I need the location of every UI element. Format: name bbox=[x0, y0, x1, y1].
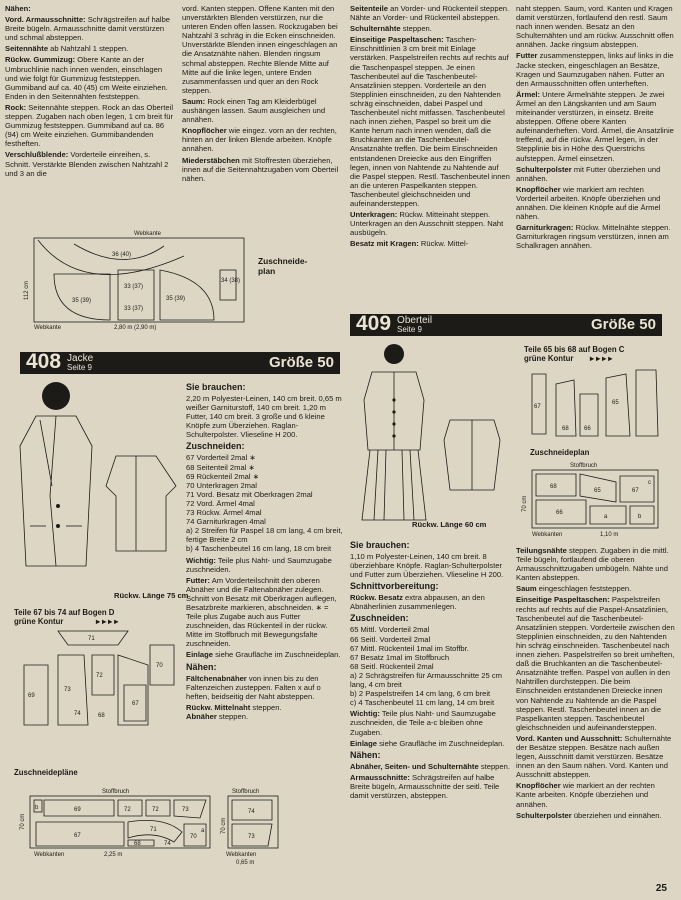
svg-text:34 (38): 34 (38) bbox=[221, 278, 241, 284]
svg-text:71: 71 bbox=[88, 636, 95, 642]
svg-text:68: 68 bbox=[134, 841, 141, 847]
model-408-contour-marker: ▸ ▸ ▸ ▸ bbox=[96, 617, 119, 626]
model-409-banner bbox=[350, 314, 662, 336]
svg-text:0,65 m: 0,65 m bbox=[236, 860, 255, 866]
column-2-text: vord. Kanten steppen. Offene Kanten mit den unverstärkten Blenden verstürzen, nur die unteren Enden offen lassen. Rockzugaben bei Nahtzahl 3 schräg in die Ecken einschneiden. Unverstärkte Blenden innen eingeschlagen an die Ansatznähte nähen. Blenden ringsum schmal absteppen. Rechte Blende Mitte auf Mitte auf die linke legen, untere Enden zusammenfassen und quer an den Rock steppen. Saum: Rock einen Tag am Kleiderbügel aushängen lassen. Saum ausgleichen und annähen. Knopflöcher wie eingez. vorn an der rechten, hinten an der linken Blende arbeiten. Knöpfe annähen. Miederstäbchen mit Stoffresten überziehen, innen auf die Seitennahtzugaben vom Oberteil nähen. bbox=[182, 4, 339, 183]
svg-text:71: 71 bbox=[150, 827, 157, 833]
model-409-size: Größe 50 bbox=[590, 316, 656, 333]
plan-top-width-label: 112 cm bbox=[24, 280, 30, 300]
svg-text:67: 67 bbox=[632, 488, 639, 494]
model-409-page: Seite 9 bbox=[397, 325, 422, 334]
column-1-text: Nähen: Vord. Armausschnitte: Schrägstreifen auf halbe Breite bügeln. Armausschnitte damit verstürzen und schmal absteppen. Seitennähte ab Nahtzahl 1 steppen. Rückw. Gummizug: Obere Kante an der Umbruchlinie nach innen wenden, einschlagen und wie folgt für Gummizug feststeppen. Gummiband auf ca. 40 (45) cm Weite einziehen. Enden in den Seitennähten feststeppen. Rock: Seitennähte steppen. Rock an das Oberteil steppen. Zugaben nach oben legen, 1 cm breit für Gummizug feststeppen. Gummiband auf ca. 86 (94) cm Weite einziehen. Gummibandenden festheften. Verschlußblende: Vorderteile einreihen, s. Schnitt. Verstärkte Blenden zwischen Nahtzahl 2 und 3 an die bbox=[5, 4, 174, 178]
svg-text:68: 68 bbox=[98, 713, 105, 719]
svg-text:73: 73 bbox=[64, 687, 71, 693]
svg-text:65: 65 bbox=[594, 488, 601, 494]
svg-text:67: 67 bbox=[74, 833, 81, 839]
svg-text:73: 73 bbox=[248, 834, 255, 840]
svg-text:Webkanten: Webkanten bbox=[532, 532, 563, 538]
svg-text:b: b bbox=[35, 805, 39, 811]
model-408-parts-heading: Teile 67 bis 74 auf Bogen D grüne Kontur bbox=[14, 608, 115, 626]
svg-text:66: 66 bbox=[556, 510, 563, 516]
column-4-lower-text: Teilungsnähte steppen. Zugaben in die mittl. Teile bügeln, fortlaufend die oberen Armausschnittzugaben umbügeln. Nähte und Kanten absteppen. Saum eingeschlagen feststeppen. Einseitige Paspeltaschen: Paspelstreifen rechts auf rechts auf die Paspel-Ansatzlinien, Taschenbeutel auf die Taschenbeutel-Ansatzlinien steppen. Vorderteile zwischen den Stepplinien einschneiden, zu den Nahtenden hin schräg einschneiden. Taschenbeutel nach innen ziehen. Paspelstreifen so breit umheften, daß die Bruchkanten an die Taschenbeutel-Ansatznähte treffen. Paspel von außen in den Nahtrillen durchsteppen. Die beim Einschneiden entstandenen Dreiecke innen von Nahtende zu Nahtende an die Paspel steppen. Restl. Taschenbeutel innen an die Paspelkanten steppen. Taschenbeutel gleichschneiden und aufeinandersteppen. Vord. Kanten und Ausschnitt: Schulternähte der Besätze steppen. Besätze nach außen legen, Ausschnitt damit verstürzen. Besätze innen an den Saum nähen. Vord. Kanten und Ausschnitt absteppen. Knopflöcher wie markiert an der rechten Kante arbeiten. Knöpfe überziehen und annähen. Schulterpolster überziehen und einnähen. bbox=[516, 546, 675, 820]
svg-text:b: b bbox=[638, 514, 642, 520]
svg-text:35 (39): 35 (39) bbox=[72, 298, 92, 304]
svg-text:Stoffbruch: Stoffbruch bbox=[570, 463, 598, 469]
model-409-number: 409 bbox=[356, 312, 392, 335]
svg-text:Webkanten: Webkanten bbox=[226, 852, 257, 858]
svg-text:69: 69 bbox=[74, 807, 81, 813]
cutting-plan-top bbox=[14, 230, 264, 330]
model-408-cutting-plan-1 bbox=[14, 786, 214, 858]
svg-text:73: 73 bbox=[182, 807, 189, 813]
model-408-size: Größe 50 bbox=[268, 354, 334, 371]
svg-text:65: 65 bbox=[612, 400, 619, 406]
svg-text:68: 68 bbox=[550, 484, 557, 490]
svg-text:70 cm: 70 cm bbox=[522, 495, 528, 512]
column-4-text: naht steppen. Saum, vord. Kanten und Kragen damit verstürzen, fortlaufend den restl. Saum nach innen wenden. Besatz an den Schulternähten und am rückw. Ausschnitt offen annähen. Jacke ringsum absteppen. Futter zusammensteppen, links auf links in die Jacke stecken, eingeschlagen an Besätze, Kragen und Saumzugaben nähen. Futter an den Armausschnitten offen unterheften. Ärmel: Untere Ärmelnähte steppen. Je zwei Ärmel an den Längskanten und am Saum miteinander verstürzen, in einsetz. Breite absteppen. Offene obere Kanten aufeinanderheften. Vord. Ärmel, die Ansatzlinie treffend, auf die rückw. Ärmel legen, in der Stepplinie bis in Höhe des Querstrichs aufsteppen. Ärmel einsetzen. Schulterpolster mit Futter überziehen und annähen. Knopflöcher wie markiert am rechten Vorderteil arbeiten. Knöpfe überziehen und annähen. Die kleinen Knöpfe auf die Ärmel nähen. Garniturkragen: Rückw. Mittelnähte steppen. Garniturkragen ringsum verstürzen, innen am Schalkragen annähen. bbox=[516, 4, 674, 251]
model-409-pattern-pieces bbox=[526, 364, 666, 444]
model-408-pattern-pieces bbox=[18, 625, 178, 735]
page-number: 25 bbox=[655, 883, 667, 894]
model-408-number: 408 bbox=[26, 350, 62, 373]
svg-text:35 (39): 35 (39) bbox=[166, 296, 186, 302]
svg-text:70 cm: 70 cm bbox=[221, 817, 227, 834]
svg-text:36 (40): 36 (40) bbox=[112, 252, 132, 258]
svg-text:Stoffbruch: Stoffbruch bbox=[232, 789, 260, 795]
svg-text:33 (37): 33 (37) bbox=[124, 284, 144, 290]
heading-naehen: Nähen: bbox=[5, 4, 31, 13]
svg-text:67: 67 bbox=[132, 701, 139, 707]
svg-text:66: 66 bbox=[584, 426, 591, 432]
plan-top-length-label: 2,80 m (2,90 m) bbox=[114, 325, 157, 331]
plan-top-edges-label: Webkante bbox=[34, 325, 61, 331]
svg-text:70: 70 bbox=[190, 834, 197, 840]
model-408-plans-heading: Zuschneidepläne bbox=[14, 768, 78, 777]
model-409-cutting-plan bbox=[516, 462, 666, 542]
model-408-page: Seite 9 bbox=[67, 363, 92, 372]
svg-text:1,10 m: 1,10 m bbox=[600, 532, 619, 538]
model-409-name: Oberteil bbox=[397, 315, 433, 326]
model-409-instructions: Sie brauchen: 1,10 m Polyester-Leinen, 140 cm breit. 8 überziehbare Knöpfe. Raglan-Schulterpolster und Futter zum Überziehen. Vlieseline H 200. Schnittvorbereitung: Rückw. Besatz extra abpausen, an den Abnäherlinien zusammenlegen. Zuschneiden: 65 Mittl. Vorderteil 2mal 66 Seitl. Vorderteil 2mal 67 Mittl. Rückenteil 1mal im Stoffbr. 67 Besatz 1mal im Stoffbruch 68 Seitl. Rückenteil 2mal a) 2 Schrägstreifen für Armausschnitte 25 cm lang, 4 cm breit b) 2 Paspelstreifen 14 cm lang, 6 cm breit c) 4 Taschenbeutel 11 cm lang, 14 cm breit Wichtig: Teile plus Naht- und Saumzugabe zuschneiden, die Teile a-c bleiben ohne Zugaben. Einlage siehe Graufläche im Zuschneideplan. Nähen: Abnäher, Seiten- und Schulternähte steppen. Armausschnitte: Schrägstreifen auf halbe Breite bügeln, Armausschnitte der seitl. Teile damit verstürzen, absteppen. bbox=[350, 540, 510, 800]
svg-text:a: a bbox=[201, 828, 205, 834]
svg-text:70: 70 bbox=[156, 663, 163, 669]
model-408-instructions: Sie brauchen: 2,20 m Polyester-Leinen, 140 cm breit. 0,65 m weißer Garniturstoff, 140 cm breit. 1,20 m Futter, 140 cm breit. 3 große und 6 kleine Knöpfe zum Überziehen. Raglan-Schulterpolster. Vlieseline H 200. Zuschneiden: 67 Vorderteil 2mal ∗ 68 Seitenteil 2mal ∗ 69 Rückenteil 2mal ∗ 70 Unterkragen 2mal 71 Vord. Besatz mit Oberkragen 2mal 72 Vord. Ärmel 4mal 73 Rückw. Ärmel 4mal 74 Garniturkragen 4mal a) 2 Streifen für Paspel 18 cm lang, 4 cm breit, fertige Breite 2 cm b) 4 Taschenbeutel 16 cm lang, 18 cm breit Wichtig: Teile plus Naht- und Saumzugabe zuschneiden. Futter: Am Vorderteilschnitt den oberen Abnäher und die Faltenabnäher zulegen. Schnitt von Besatz mit Oberkragen auflegen, Besatzbreite markieren, abschneiden. ∗ = Teile plus Zugabe auch aus Futter zuschneiden, das Rückenteil in der rückw. Mitte im Stoffbruch mit Bewegungsfalte zuschneiden. Einlage siehe Graufläche im Zuschneideplan. Nähen: Fältchenabnäher von innen bis zu den Faltenzeichen zusteppen. Falten x auf o heften, beidseitig der Naht absteppen. Rückw. Mittelnaht steppen. Abnäher steppen. bbox=[186, 382, 343, 721]
plan-top-title: Zuschneide- plan bbox=[258, 256, 308, 276]
model-408-name: Jacke bbox=[67, 353, 94, 364]
column-3-text: Seitenteile an Vorder- und Rückenteil steppen. Nähte an Vorder- und Rückenteil absteppen. Schulternähte steppen. Einseitige Paspeltaschen: Taschen-Einschnittlinien 3 cm breit mit Einlage verstärken. Paspelstreifen rechts auf rechts auf die Taschenpaspel steppen. Je einen Taschenbeutel auf die Taschenbeutel-Ansatzlinien steppen. Vorderteile an den Stepplinien einschneiden, zu den Nahtenden schräg einschneiden, dabei Paspel und Taschenbeutel nicht mitfassen. Taschenbeutel nach innen ziehen, Paspel so breit um die Kante herum nach innen wenden, daß die Bruchkanten an die Taschenbeutel-Ansatznähte treffen. Die beim Einschneiden entstandenen Dreiecke aus den Eingriffen legen, innen von Nahtende zu Nahtende auf die Paspel steppen. Restl. Taschenbeutel innen an die unteren Paspelkanten steppen. Taschenbeutel gleichschneiden und aufeinandersteppen. Unterkragen: Rückw. Mitteinaht steppen. Unterkragen an den Ausschnitt steppen. Naht ausbügeln. Besatz mit Kragen: Rückw. Mittel- bbox=[350, 4, 510, 249]
top-illustration bbox=[354, 340, 516, 530]
svg-text:33 (37): 33 (37) bbox=[124, 306, 144, 312]
svg-text:69: 69 bbox=[28, 693, 35, 699]
svg-text:72: 72 bbox=[124, 807, 131, 813]
svg-text:70 cm: 70 cm bbox=[20, 813, 26, 830]
svg-text:Stoffbruch: Stoffbruch bbox=[102, 789, 130, 795]
svg-text:68: 68 bbox=[562, 426, 569, 432]
plan-top-fold-label: Webkante bbox=[134, 231, 161, 237]
model-409-contour-marker: ▸ ▸ ▸ ▸ bbox=[590, 354, 613, 363]
svg-text:74: 74 bbox=[74, 711, 81, 717]
svg-text:72: 72 bbox=[152, 807, 159, 813]
model-409-length-caption: Rückw. Länge 60 cm bbox=[412, 520, 487, 529]
svg-text:67: 67 bbox=[534, 404, 541, 410]
model-409-parts-heading: Teile 65 bis 68 auf Bogen C grüne Kontur bbox=[524, 345, 625, 363]
model-408-banner bbox=[20, 352, 340, 374]
svg-text:Webkanten: Webkanten bbox=[34, 852, 65, 858]
svg-text:a: a bbox=[604, 514, 608, 520]
svg-text:74: 74 bbox=[248, 809, 255, 815]
svg-text:c: c bbox=[648, 480, 651, 486]
jacket-illustration bbox=[16, 376, 186, 586]
svg-text:74: 74 bbox=[164, 841, 171, 847]
model-408-length-caption: Rückw. Länge 75 cm bbox=[114, 591, 189, 600]
svg-text:2,25 m: 2,25 m bbox=[104, 852, 123, 858]
svg-text:72: 72 bbox=[96, 673, 103, 679]
model-409-plan-heading: Zuschneideplan bbox=[530, 448, 590, 457]
model-408-cutting-plan-2 bbox=[222, 786, 282, 866]
